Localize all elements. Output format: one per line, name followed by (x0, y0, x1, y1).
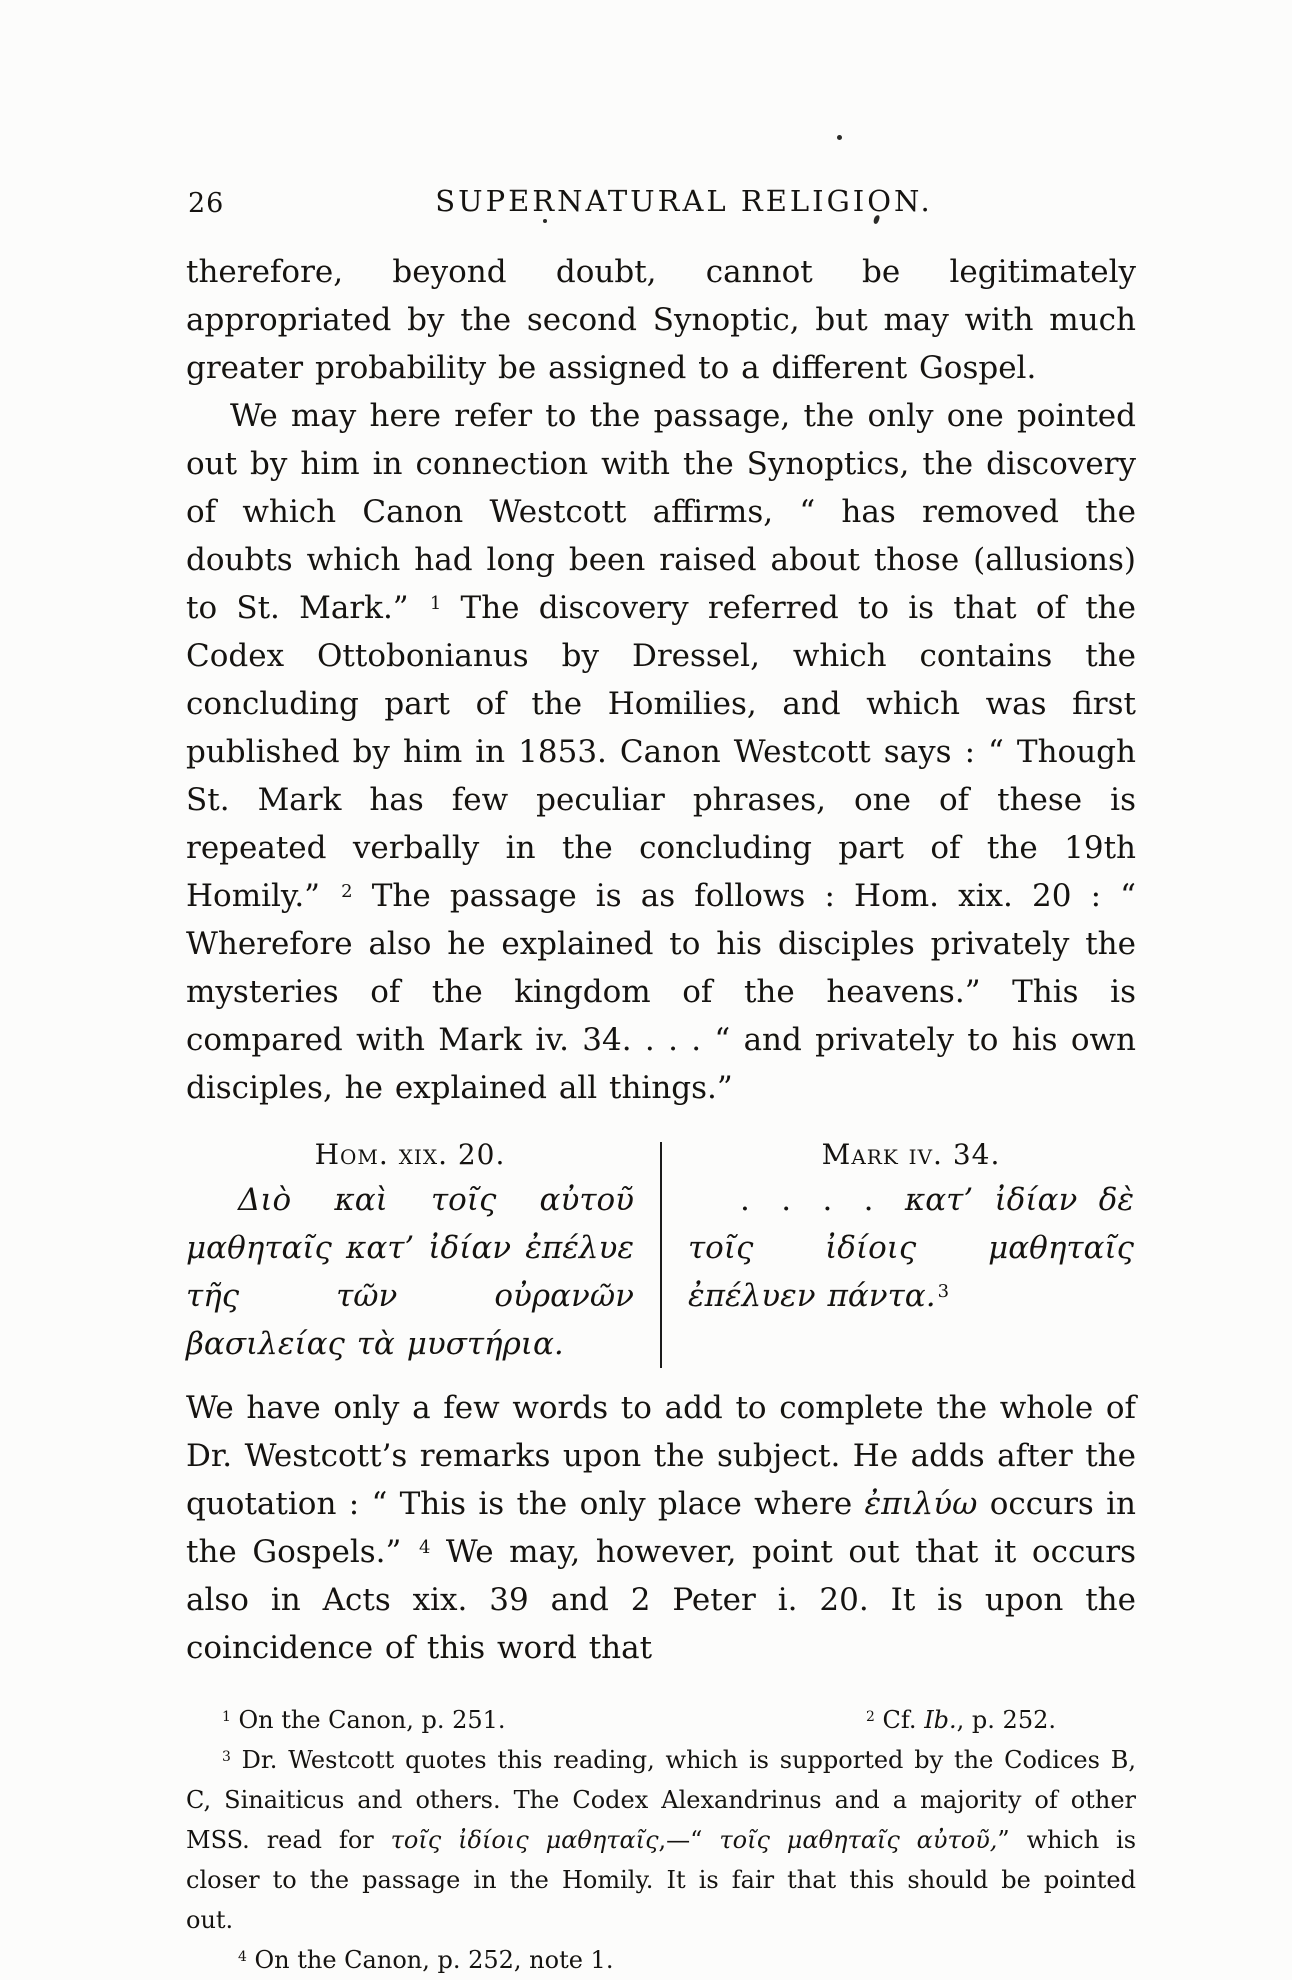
footnote-text: ” which is closer to the passage in the Homily. It is fair that this should be pointed out. (186, 1826, 1137, 1934)
footnote-ref-4: 4 (418, 1537, 431, 1559)
footnote-ref-3: 3 (937, 1281, 950, 1303)
footnote-text: Dr. Westcott quotes this reading, which is supported by the Codices B, C, Sinaiticus and others. The Codex Alexandrinus and a majority of other MSS. read for (186, 1746, 1136, 1854)
quote-heading-homily: Hom. xix. 20. (314, 1138, 506, 1171)
body-text (186, 248, 1136, 1672)
footnotes-section (186, 1700, 1136, 1980)
greek-passage-homily (186, 1176, 634, 1368)
paragraph (186, 1384, 1136, 1672)
footnote-2 (864, 1700, 1056, 1740)
footnote-marker: 3 (222, 1749, 231, 1766)
quote-column-mark (662, 1134, 1134, 1368)
greek-passage-mark (688, 1176, 1134, 1320)
greek-text: τοῖς ἰδίοις μαθηταῖς (390, 1826, 659, 1854)
footnote-text: On the Canon, p. 251. (230, 1706, 506, 1734)
footnote-ref-2: 2 (341, 881, 353, 903)
paragraph-text: We may here refer to the passage, the only one pointed out by him in connection with the Synoptics, the discovery of which Canon Westcott affirms, “ has removed the doubts which had long been raised about those (allusions) to St. Mark.” (186, 398, 1136, 626)
footnote-text: On the Canon, p. 252, note 1. (246, 1946, 614, 1974)
page-number: 26 (188, 188, 225, 219)
ink-speck (837, 135, 842, 140)
greek-text: κατ’ ἰδίαν δὲ τοῖς ἰδίοις μαθηταῖς ἐπέλυεν πάντα. (688, 1182, 1134, 1314)
footnote-marker: 1 (222, 1709, 231, 1726)
greek-text: Διὸ καὶ τοῖς αὐτοῦ μαθηταῖς κατ’ ἰδίαν ἐπέλυε τῆς τῶν οὐρανῶν βασιλείας τὰ μυστήρια. (186, 1182, 634, 1362)
paragraph-text: The passage is as follows : Hom. xix. 20 : “ Wherefore also he explained to his disciples privately the mysteries of the kingdom of the heavens.” This is compared with Mark iv. 34. . . . “ and privately to his own disciples, he explained all things.” (186, 878, 1136, 1106)
footnote-4 (186, 1940, 1136, 1980)
paragraph-text: therefore, beyond doubt, cannot be legitimately appropriated by the second Synoptic, but may with much greater probability be assigned to a different Gospel. (186, 254, 1136, 386)
footnote-text: , p. 252. (956, 1706, 1056, 1734)
paragraph (186, 392, 1136, 1112)
footnote-text: ,—“ (658, 1826, 720, 1854)
parallel-quote-block (186, 1134, 1136, 1368)
paragraph-continuation (186, 248, 1136, 392)
footnote-row (186, 1700, 1136, 1740)
paragraph-text: occurs in the Gospels.” (186, 1486, 1137, 1570)
footnote-1 (220, 1700, 506, 1740)
paragraph-text: The discovery referred to is that of the Codex Ottobonianus by Dressel, which contains the concluding part of the Homilies, and which was first published by him in 1853. Canon Westcott says : “ Though St. Mark has few peculiar phrases, one of these is repeated verbally in the concluding part of the 19th Homily.” (186, 590, 1136, 914)
footnote-text: Cf. (874, 1706, 925, 1734)
paragraph-text: We may, however, point out that it occurs also in Acts xix. 39 and 2 Peter i. 20. It is upon the coincidence of this word that (186, 1534, 1136, 1666)
page-header (186, 180, 1136, 226)
greek-word: ἐπιλύω (864, 1486, 978, 1522)
footnote-marker: 4 (238, 1949, 247, 1966)
running-title: SUPERNATURAL RELIGION. (435, 184, 933, 218)
paragraph-text: We have only a few words to add to complete the whole of Dr. Westcott’s remarks upon the subject. He adds after the quotation : “ This is the only place where (186, 1390, 1136, 1522)
quote-column-homily (186, 1134, 660, 1368)
ellipsis-dots: . . . . (740, 1182, 905, 1218)
greek-text: τοῖς μαθηταῖς αὐτοῦ, (719, 1826, 998, 1854)
footnote-source-italic: Ib. (924, 1706, 957, 1734)
footnote-3 (186, 1740, 1136, 1940)
page-content (186, 180, 1136, 1980)
footnote-marker: 2 (866, 1709, 875, 1726)
footnote-ref-1: 1 (429, 593, 442, 615)
quote-heading-mark: Mark iv. 34. (821, 1138, 1001, 1171)
